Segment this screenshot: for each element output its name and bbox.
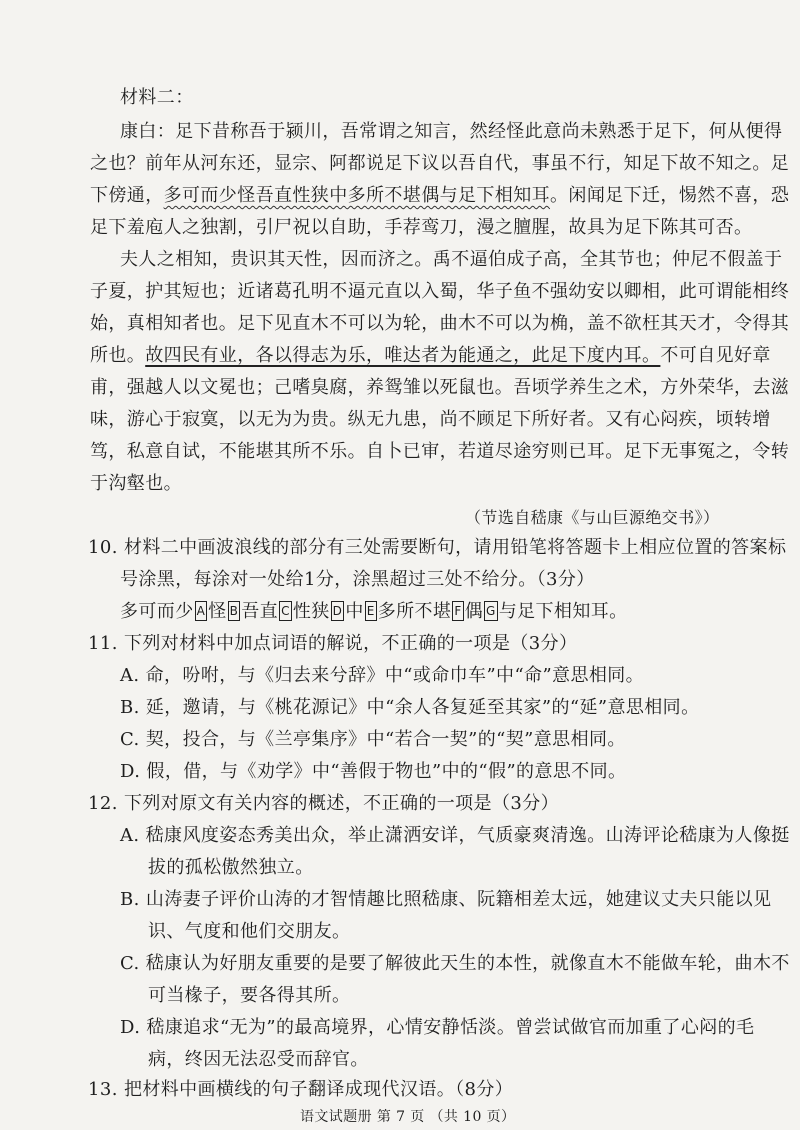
question-11-stem: 11. 下列对材料中加点词语的解说，不正确的一项是（3分） (88, 633, 578, 654)
question-12-stem: 12. 下列对原文有关内容的概述，不正确的一项是（3分） (88, 793, 559, 814)
option-a: A. 嵇康风度姿态秀美出众，举止潇洒安详，气质豪爽清逸。山涛评论嵇康为人像挺 (120, 825, 790, 846)
segment-text: 多可而少 (120, 601, 194, 622)
passage-text: 下傍通， (90, 185, 164, 206)
option-c: C. 契，投合，与《兰亭集序》中“若合一契”的“契”意思相同。 (120, 729, 626, 750)
question-13-stem: 13. 把材料中画横线的句子翻译成现代汉语。（8分） (88, 1079, 514, 1100)
option-c: C. 嵇康认为好朋友重要的是要了解彼此天生的本性，就像直木不能做车轮，曲木不 (120, 953, 790, 974)
segment-text: 怪 (208, 601, 227, 622)
underlined-sentence: 故四民有业，各以得志为乐，唯达者为能通之，此足下度内耳。 (145, 345, 661, 366)
marker-box[interactable]: A (195, 601, 208, 621)
segment-text: 性狭 (292, 601, 330, 622)
passage-line: 味，游心于寂寞，以无为为贵。纵无九患，尚不顾足下所好者。又有心闷疾，顷转增 (90, 409, 771, 430)
passage-line: 之也？前年从河东还，显宗、阿都说足下议以吾自代，事虽不行，知足下故不知之。足 (90, 153, 790, 174)
passage-line: 始，真相知者也。足下见直木不可以为轮，曲木不可以为桷，盖不欲枉其天才，令得其 (90, 313, 790, 334)
option-d: D. 假，借，与《劝学》中“善假于物也”中的“假”的意思不同。 (120, 761, 627, 782)
passage-line: 康白：足下昔称吾于颍川，吾常谓之知言，然经怪此意尚未熟悉于足下，何从便得 (120, 121, 783, 142)
option-b-cont: 识、气度和他们交朋友。 (148, 921, 351, 942)
option-a: A. 命，吩咐，与《归去来兮辞》中“或命巾车”中“命”意思相同。 (120, 665, 645, 686)
option-a-cont: 拔的孤松傲然独立。 (148, 857, 314, 878)
segment-text: 吾直 (241, 601, 279, 622)
passage-line (90, 183, 789, 209)
segment-text: 与足下相知耳。 (498, 601, 628, 622)
page-footer: 语文试题册 第 7 页 （共 10 页） (300, 1109, 516, 1125)
marker-box[interactable]: F (452, 601, 463, 621)
option-d: D. 嵇康追求“无为”的最高境界，心情安静恬淡。曾尝试做官而加重了心闷的毛 (120, 1017, 755, 1038)
source-citation: （节选自嵇康《与山巨源绝交书》） (465, 508, 720, 527)
segment-text: 中 (345, 601, 364, 622)
segment-text: 偶 (464, 601, 484, 622)
passage-line: 于沟壑也。 (90, 473, 182, 494)
passage-text: 所也。 (90, 345, 146, 366)
option-c-cont: 可当椽子，要各得其所。 (148, 985, 351, 1006)
passage-line: 笃，私意自试，不能堪其所不乐。自卜已审，若道尽途穷则已耳。足下无事冤之，令转 (90, 441, 790, 462)
question-10-line: 号涂黑，每涂对一处给1分，涂黑超过三处不给分。（3分） (120, 569, 595, 590)
material-title: 材料二： (120, 87, 194, 108)
marker-box[interactable]: E (365, 601, 377, 621)
passage-line: 子夏，护其短也；近诸葛孔明不逼元直以入蜀，华子鱼不强幼安以卿相，此可谓能相终 (90, 281, 790, 302)
passage-text: 不可自见好章 (660, 345, 771, 366)
marker-box[interactable]: C (279, 601, 292, 621)
option-d-cont: 病，终因无法忍受而辞官。 (148, 1049, 369, 1070)
option-b: B. 延，邀请，与《桃花源记》中“余人各复延至其家”的“延”意思相同。 (120, 697, 700, 718)
question-10-line: 10. 材料二中画波浪线的部分有三处需要断句，请用铅笔将答题卡上相应位置的答案标 (88, 537, 787, 558)
wavy-underlined-text: 多可而少怪吾直性狭中多所不堪偶与足下相知耳 (163, 185, 551, 206)
passage-line: 甫，强越人以文冕也；己嗜臭腐，养鸳雏以死鼠也。吾顷学养生之术，方外荣华，去滋 (90, 377, 790, 398)
segment-text: 多所不堪 (377, 601, 452, 622)
answer-marker-row (120, 599, 628, 625)
passage-line: 足下羞庖人之独割，引尸祝以自助，手荐鸾刀，漫之膻腥，故具为足下陈其可否。 (90, 217, 753, 238)
passage-line (90, 343, 771, 369)
marker-box[interactable]: G (484, 601, 498, 621)
passage-line: 夫人之相知，贵识其天性，因而济之。禹不逼伯成子高，全其节也；仲尼不假盖于 (120, 249, 783, 270)
marker-box[interactable]: B (228, 601, 241, 621)
option-b: B. 山涛妻子评价山涛的才智情趣比照嵇康、阮籍相差太远，她建议丈夫只能以见 (120, 889, 772, 910)
marker-box[interactable]: D (331, 601, 345, 621)
passage-text: 。闲闻足下迁，惕然不喜，恐 (550, 185, 790, 206)
